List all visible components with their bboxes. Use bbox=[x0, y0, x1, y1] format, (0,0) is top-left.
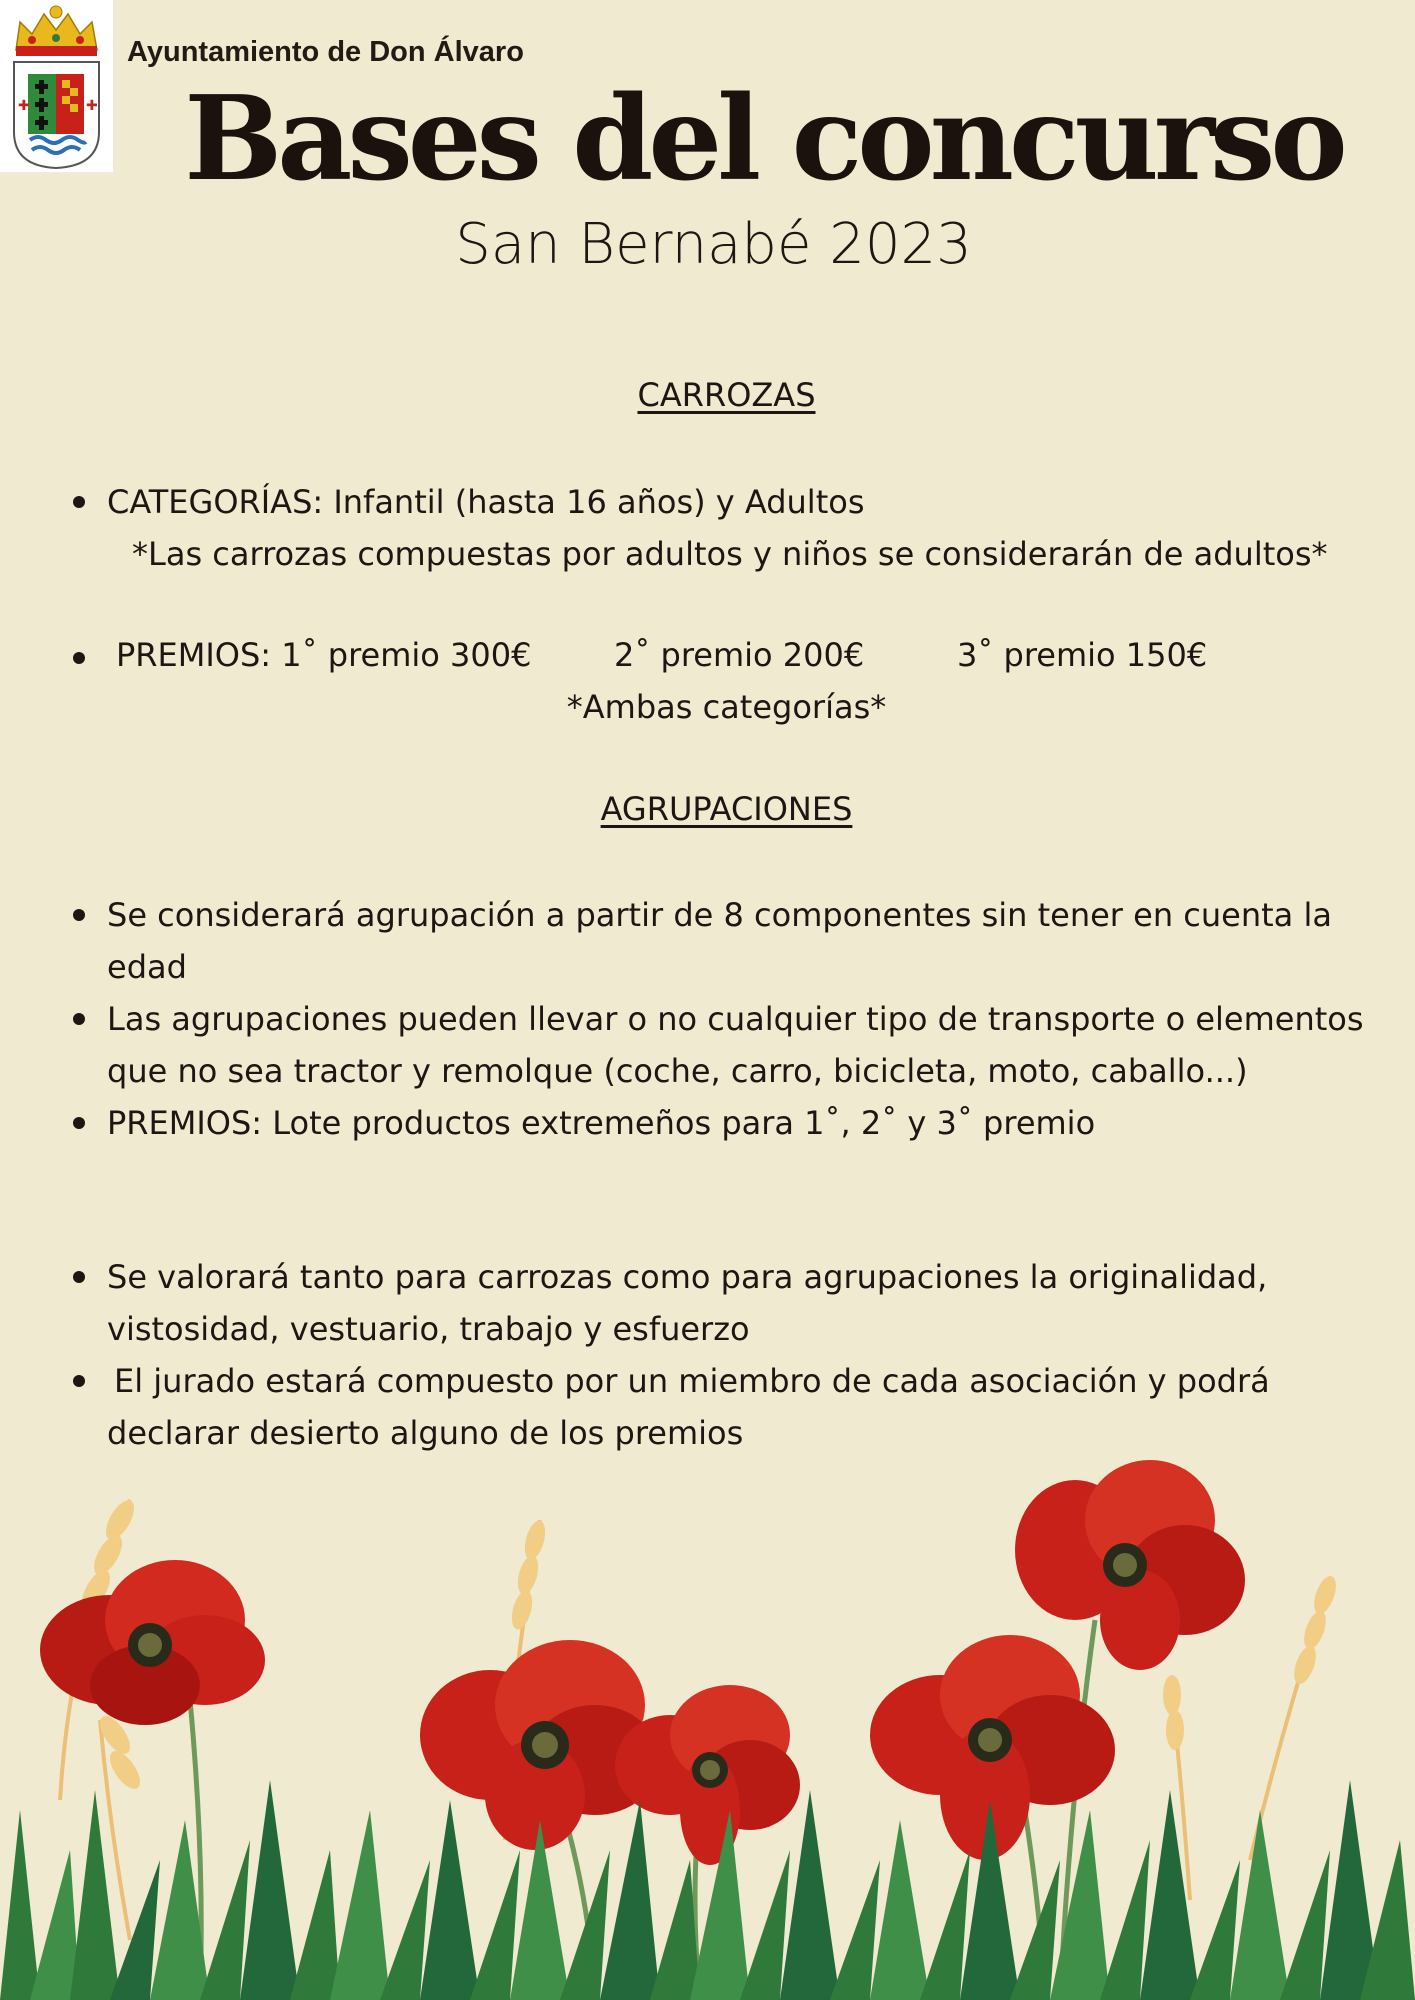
section-heading-carrozas: CARROZAS bbox=[637, 376, 816, 414]
municipality-name: Ayuntamiento de Don Álvaro bbox=[127, 36, 524, 68]
categorias-text: CATEGORÍAS: Infantil (hasta 16 años) y Adultos bbox=[107, 483, 865, 521]
page-title: Bases del concurso bbox=[184, 71, 1343, 207]
agrupaciones-item-1-line-2: edad bbox=[107, 948, 187, 986]
premio-2-text: 2˚ premio 200€ bbox=[614, 636, 865, 674]
section-heading-agrupaciones: AGRUPACIONES bbox=[600, 790, 853, 828]
agrupaciones-item-3: PREMIOS: Lote productos extremeños para 1˚, 2˚ y 3˚ premio bbox=[107, 1104, 1096, 1142]
general-item-2-line-2: declarar desierto alguno de los premios bbox=[107, 1414, 744, 1452]
svg-text:✚: ✚ bbox=[86, 98, 98, 114]
general-item-1-line-2: vistosidad, vestuario, trabajo y esfuerzo bbox=[107, 1310, 750, 1348]
bullet-dot bbox=[73, 1117, 85, 1129]
bullet-dot bbox=[73, 1271, 85, 1283]
poppy-flower-icon bbox=[40, 1460, 1245, 1865]
poppy-field-illustration bbox=[0, 1380, 1415, 2000]
agrupaciones-item-2-line-1: Las agrupaciones pueden llevar o no cualquier tipo de transporte o elementos bbox=[107, 1000, 1364, 1038]
agrupaciones-item-2-line-2: que no sea tractor y remolque (coche, carro, bicicleta, moto, caballo...) bbox=[107, 1052, 1248, 1090]
general-item-1-line-1: Se valorará tanto para carrozas como para agrupaciones la originalidad, bbox=[107, 1258, 1268, 1296]
bullet-dot bbox=[73, 909, 85, 921]
page-subtitle: San Bernabé 2023 bbox=[455, 212, 972, 277]
categorias-note: *Las carrozas compuestas por adultos y niños se considerarán de adultos* bbox=[132, 535, 1328, 573]
svg-text:✚: ✚ bbox=[18, 98, 30, 114]
bullet-dot bbox=[73, 496, 85, 508]
bullet-dot bbox=[73, 652, 85, 664]
bullet-dot bbox=[73, 1013, 85, 1025]
premios-note: *Ambas categorías* bbox=[566, 688, 887, 726]
premio-1-text: PREMIOS: 1˚ premio 300€ bbox=[116, 636, 532, 674]
general-item-2-line-1: El jurado estará compuesto por un miembro de cada asociación y podrá bbox=[114, 1362, 1270, 1400]
agrupaciones-item-1-line-1: Se considerará agrupación a partir de 8 componentes sin tener en cuenta la bbox=[107, 896, 1332, 934]
premio-3-text: 3˚ premio 150€ bbox=[957, 636, 1208, 674]
